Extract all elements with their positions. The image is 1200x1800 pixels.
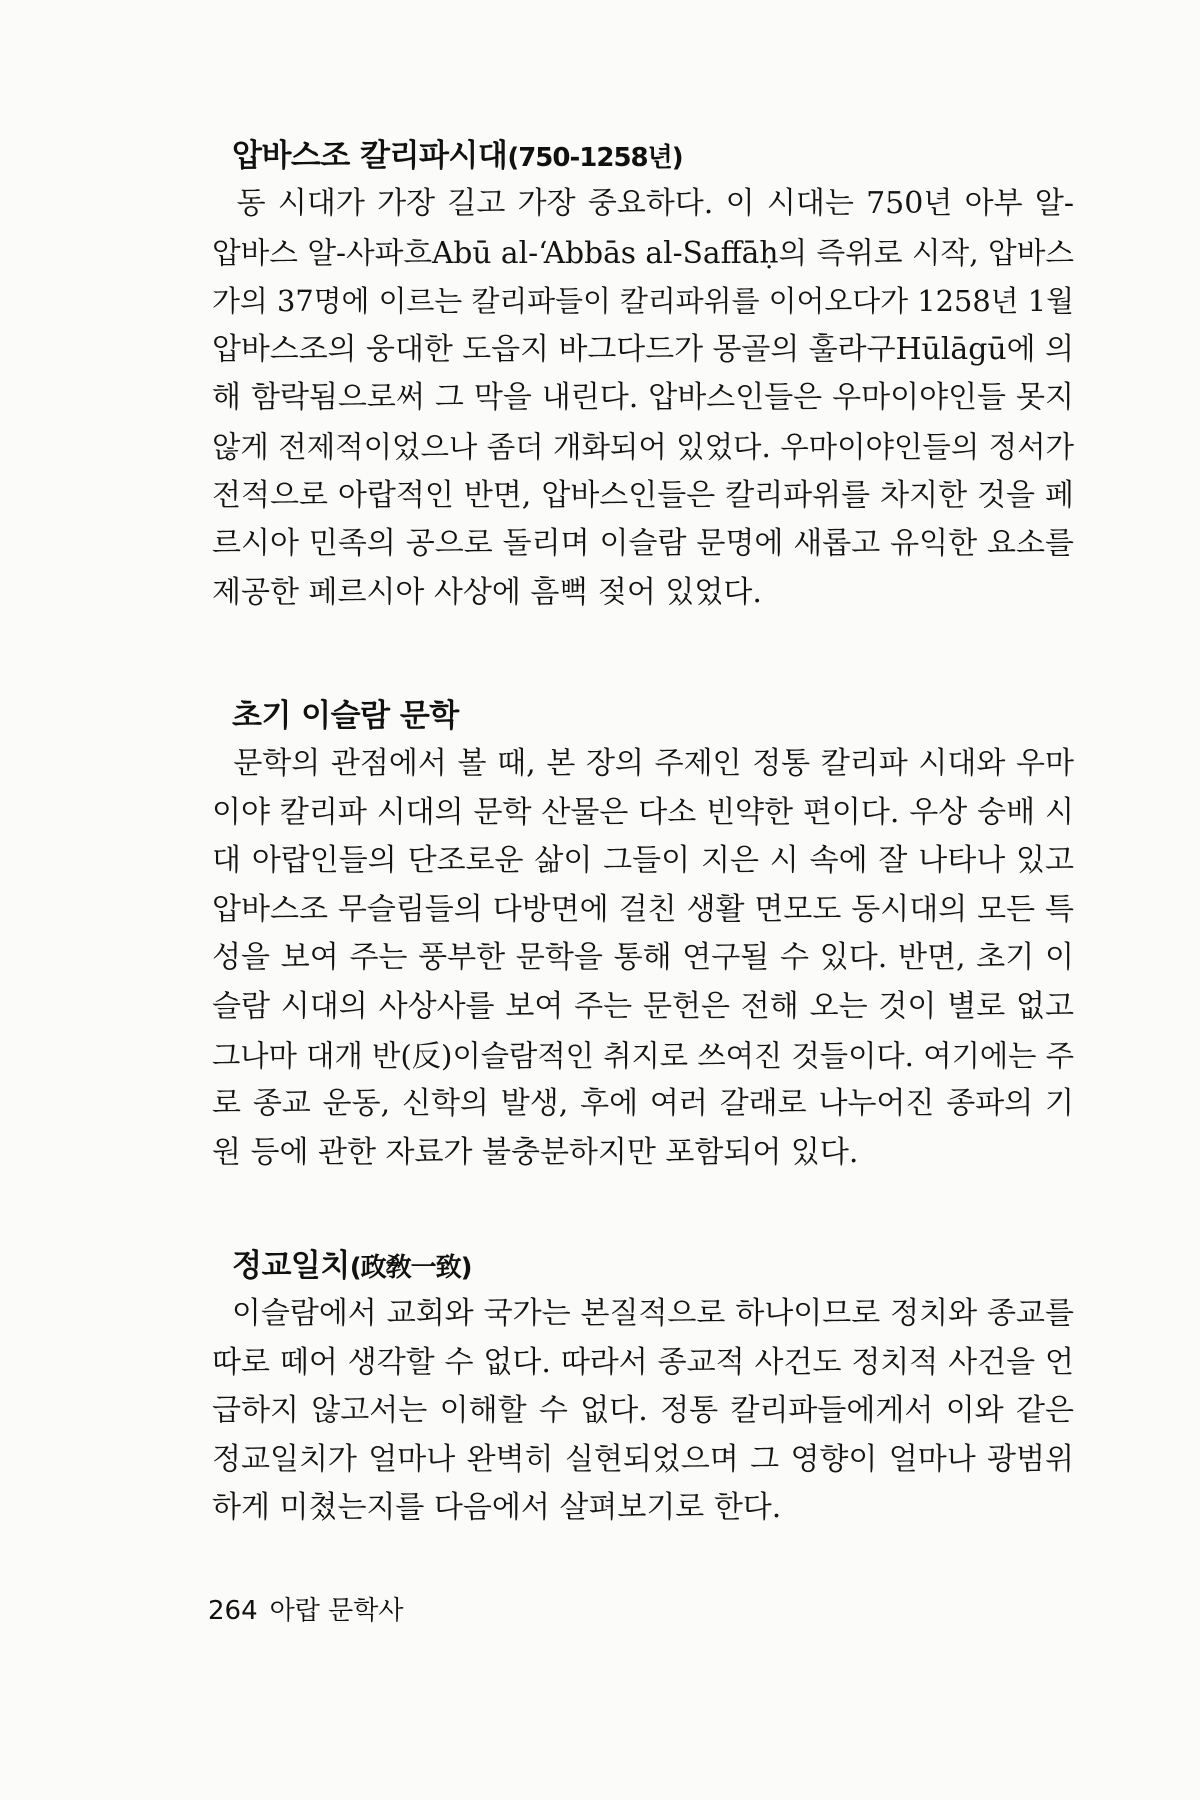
- page-number: 264: [208, 1596, 258, 1626]
- paragraph-abbasid: [212, 180, 1074, 617]
- section-title-text: 정교일치: [232, 1248, 350, 1284]
- text-line: 슬람 시대의 사상사를 보여 주는 문헌은 전해 오는 것이 별로 없고: [212, 988, 1074, 1024]
- section-title-early-islamic-literature: [232, 690, 459, 735]
- text-line: 제공한 페르시아 사상에 흠뻑 젖어 있었다.: [212, 574, 762, 610]
- page-footer: [208, 1590, 404, 1627]
- running-title: 아랍 문학사: [269, 1596, 404, 1626]
- section-title-text: 초기 이슬람 문학: [232, 698, 459, 734]
- text-line: 압바스 알-사파흐Abū al-‘Abbās al-Saffāḥ의 즉위로 시작, 압바스: [212, 234, 1074, 270]
- text-line: 그나마 대개 반(反)이슬람적인 취지로 쓰여진 것들이다. 여기에는 주: [212, 1038, 1075, 1073]
- text-line: 하게 미쳤는지를 다음에서 살펴보기로 한다.: [212, 1490, 782, 1526]
- text-line: 성을 보여 주는 풍부한 문학을 통해 연구될 수 있다. 반면, 초기 이: [212, 940, 1074, 976]
- text-line: 문학의 관점에서 볼 때, 본 장의 주제인 정통 칼리파 시대와 우마: [212, 746, 1074, 781]
- text-line: 로 종교 운동, 신학의 발생, 후에 여러 갈래로 나누어진 종파의 기: [212, 1086, 1074, 1122]
- text-line: 따로 떼어 생각할 수 없다. 따라서 종교적 사건도 정치적 사건을 언: [212, 1344, 1074, 1380]
- text-line: 동 시대가 가장 길고 가장 중요하다. 이 시대는 750년 아부 알-: [212, 186, 1074, 221]
- text-line: 급하지 않고서는 이해할 수 없다. 정통 칼리파들에게서 이와 같은: [212, 1393, 1074, 1429]
- text-line: 르시아 민족의 공으로 돌리며 이슬람 문명에 새롭고 유익한 요소를: [212, 526, 1074, 562]
- text-line: 압바스조의 웅대한 도읍지 바그다드가 몽골의 훌라구Hūlāgū에 의: [212, 331, 1074, 367]
- text-line: 압바스조 무슬림들의 다방면에 걸친 생활 면모도 동시대의 모든 특: [212, 891, 1074, 927]
- paragraph-early-islamic-literature: [212, 740, 1074, 1177]
- text-line: 대 아랍인들의 단조로운 삶이 그들이 지은 시 속에 잘 나타나 있고: [212, 843, 1074, 879]
- text-line: 않게 전제적이었으나 좀더 개화되어 있었다. 우마이야인들의 정서가: [212, 429, 1074, 464]
- text-line: 정교일치가 얼마나 완벽히 실현되었으며 그 영향이 얼마나 광범위: [212, 1441, 1074, 1477]
- text-line: 원 등에 관한 자료가 불충분하지만 포함되어 있다.: [212, 1134, 859, 1170]
- text-line: 해 함락됨으로써 그 막을 내린다. 압바스인들은 우마이야인들 못지: [212, 380, 1074, 416]
- text-line: 전적으로 아랍적인 반면, 압바스인들은 칼리파위를 차지한 것을 페: [212, 477, 1074, 513]
- section-title-paren: (750-1258년): [507, 143, 683, 173]
- text-line: 이야 칼리파 시대의 문학 산물은 다소 빈약한 편이다. 우상 숭배 시: [212, 794, 1074, 830]
- section-title-paren: (政敎一致): [349, 1253, 472, 1283]
- section-title-abbasid: [232, 130, 683, 175]
- section-title-text: 압바스조 칼리파시대: [232, 138, 508, 174]
- section-title-theocracy: [232, 1240, 472, 1285]
- text-line: 가의 37명에 이르는 칼리파들이 칼리파위를 이어오다가 1258년 1월: [212, 284, 1074, 319]
- paragraph-theocracy: [212, 1290, 1074, 1533]
- text-line: 이슬람에서 교회와 국가는 본질적으로 하나이므로 정치와 종교를: [212, 1296, 1074, 1331]
